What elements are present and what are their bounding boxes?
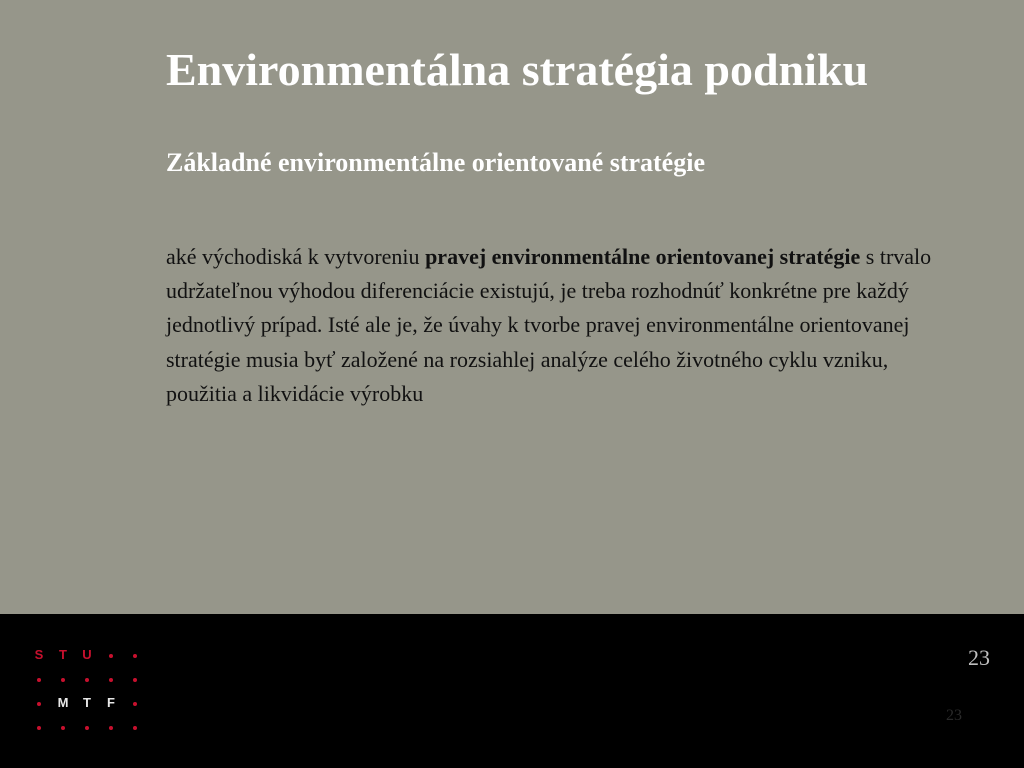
slide-footer [0, 614, 1024, 768]
logo-dot [102, 668, 120, 690]
body-text-intro: aké východiská k vytvoreniu [166, 244, 426, 269]
page-number: 23 [968, 645, 990, 670]
logo-dot [126, 668, 144, 690]
logo-row-4 [30, 716, 150, 738]
logo-letter-f: F [107, 695, 115, 710]
logo-row-2 [30, 668, 150, 690]
body-text-bold-phrase: pravej environmentálne orientovanej stratégie [425, 244, 861, 269]
logo-letter-t: T [59, 647, 67, 662]
slide-body-text [166, 240, 956, 411]
logo-dot [54, 716, 72, 738]
logo-dot [30, 668, 48, 690]
logo-dot [78, 668, 96, 690]
logo-dot [102, 716, 120, 738]
logo-dot [126, 692, 144, 714]
slide-subtitle: Základné environmentálne orientované stratégie [166, 148, 705, 177]
logo-dot [54, 668, 72, 690]
body-text-rest: s trvalo udržateľnou výhodou diferenciácie existujú, je treba rozhodnúť konkrétne pre každý jednotlivý prípad. Isté ale je, že úvahy k tvorbe pravej environmentálne orientovanej stratégie musia byť založené na rozsiahlej analýze celého životného cyklu vzniku, použitia a likvidácie výrobku [166, 244, 932, 406]
stu-mtf-logo [30, 644, 150, 754]
slide-title: Environmentálna stratégia podniku [166, 44, 869, 95]
logo-dot [30, 716, 48, 738]
logo-letter-s: S [34, 647, 44, 662]
logo-letter-m: M [57, 695, 69, 710]
logo-dot [102, 644, 120, 666]
page-number-ghost: 23 [946, 707, 962, 724]
logo-dot [126, 716, 144, 738]
logo-letter-u: U [82, 647, 92, 662]
logo-row-1 [30, 644, 150, 666]
logo-dot [78, 716, 96, 738]
logo-row-3 [30, 692, 150, 714]
logo-letter-t: T [83, 695, 91, 710]
logo-dot [126, 644, 144, 666]
logo-dot [30, 692, 48, 714]
